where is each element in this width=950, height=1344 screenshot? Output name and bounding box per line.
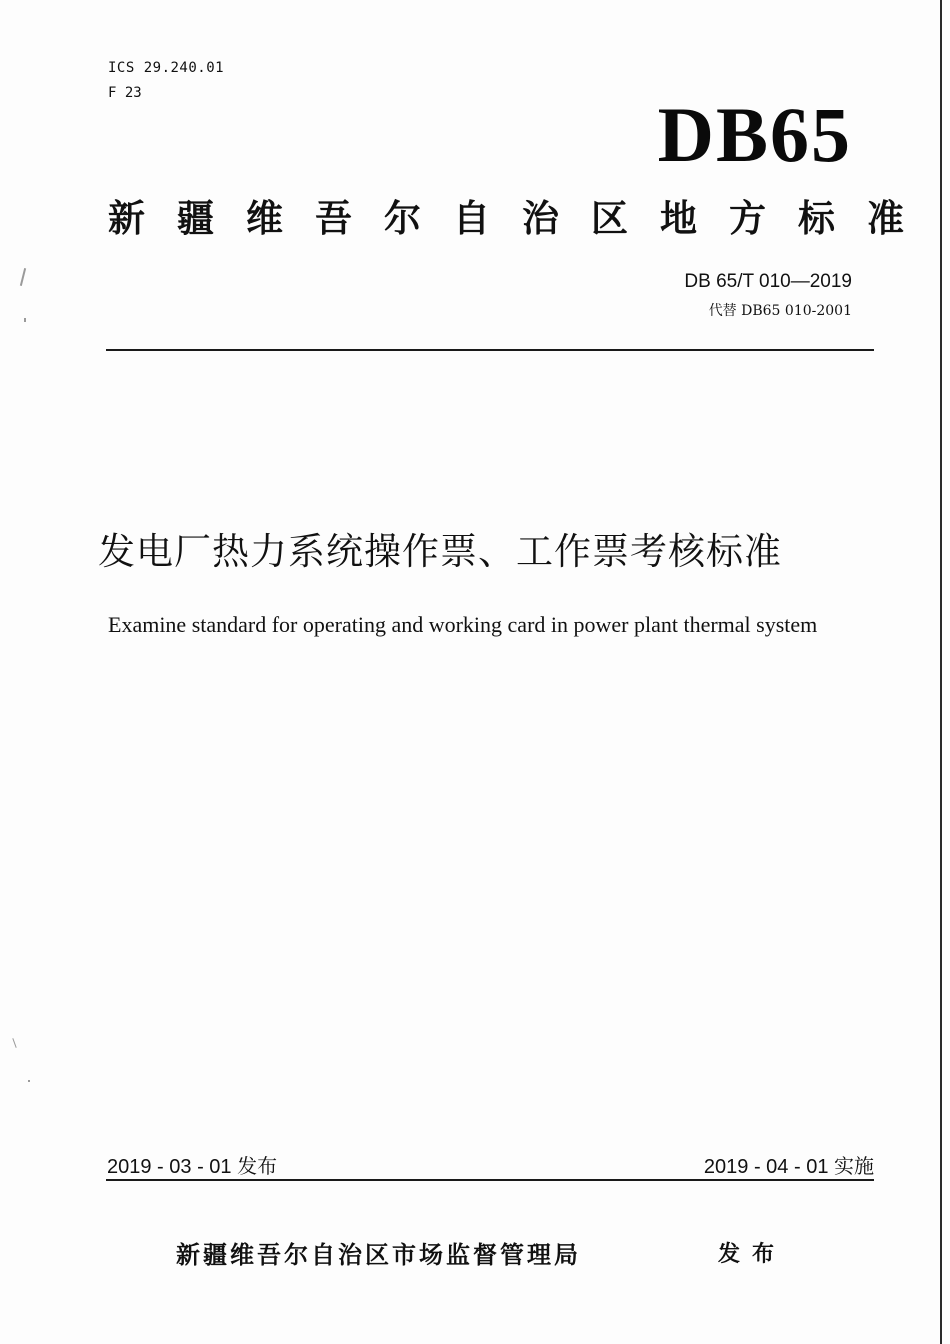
issue-date: 2019 - 03 - 01 发布 bbox=[107, 1156, 278, 1178]
db-logo: DB65 bbox=[657, 91, 852, 178]
scan-speck bbox=[20, 268, 26, 286]
scan-speck bbox=[28, 1080, 30, 1082]
ics-code: ICS 29.240.01 bbox=[108, 60, 225, 76]
publish-label: 发布 bbox=[718, 1242, 787, 1267]
top-divider bbox=[106, 349, 874, 351]
standard-authority-heading: 新疆维吾尔自治区地方标准 bbox=[108, 197, 936, 240]
publisher-name: 新疆维吾尔自治区市场监督管理局 bbox=[176, 1241, 581, 1269]
ccs-code: F 23 bbox=[108, 85, 142, 101]
scan-speck bbox=[24, 318, 26, 322]
scan-edge-line bbox=[940, 0, 942, 1344]
effective-date: 2019 - 04 - 01 实施 bbox=[703, 1156, 874, 1178]
standard-number: DB 65/T 010—2019 bbox=[684, 271, 852, 292]
document-title-english: Examine standard for operating and working card in power plant thermal system bbox=[108, 612, 818, 637]
document-title-chinese: 发电厂热力系统操作票、工作票考核标准 bbox=[98, 530, 782, 573]
bottom-divider bbox=[106, 1179, 874, 1181]
replaces-standard: 代替 DB65 010-2001 bbox=[708, 303, 852, 319]
scan-speck bbox=[12, 1038, 16, 1048]
